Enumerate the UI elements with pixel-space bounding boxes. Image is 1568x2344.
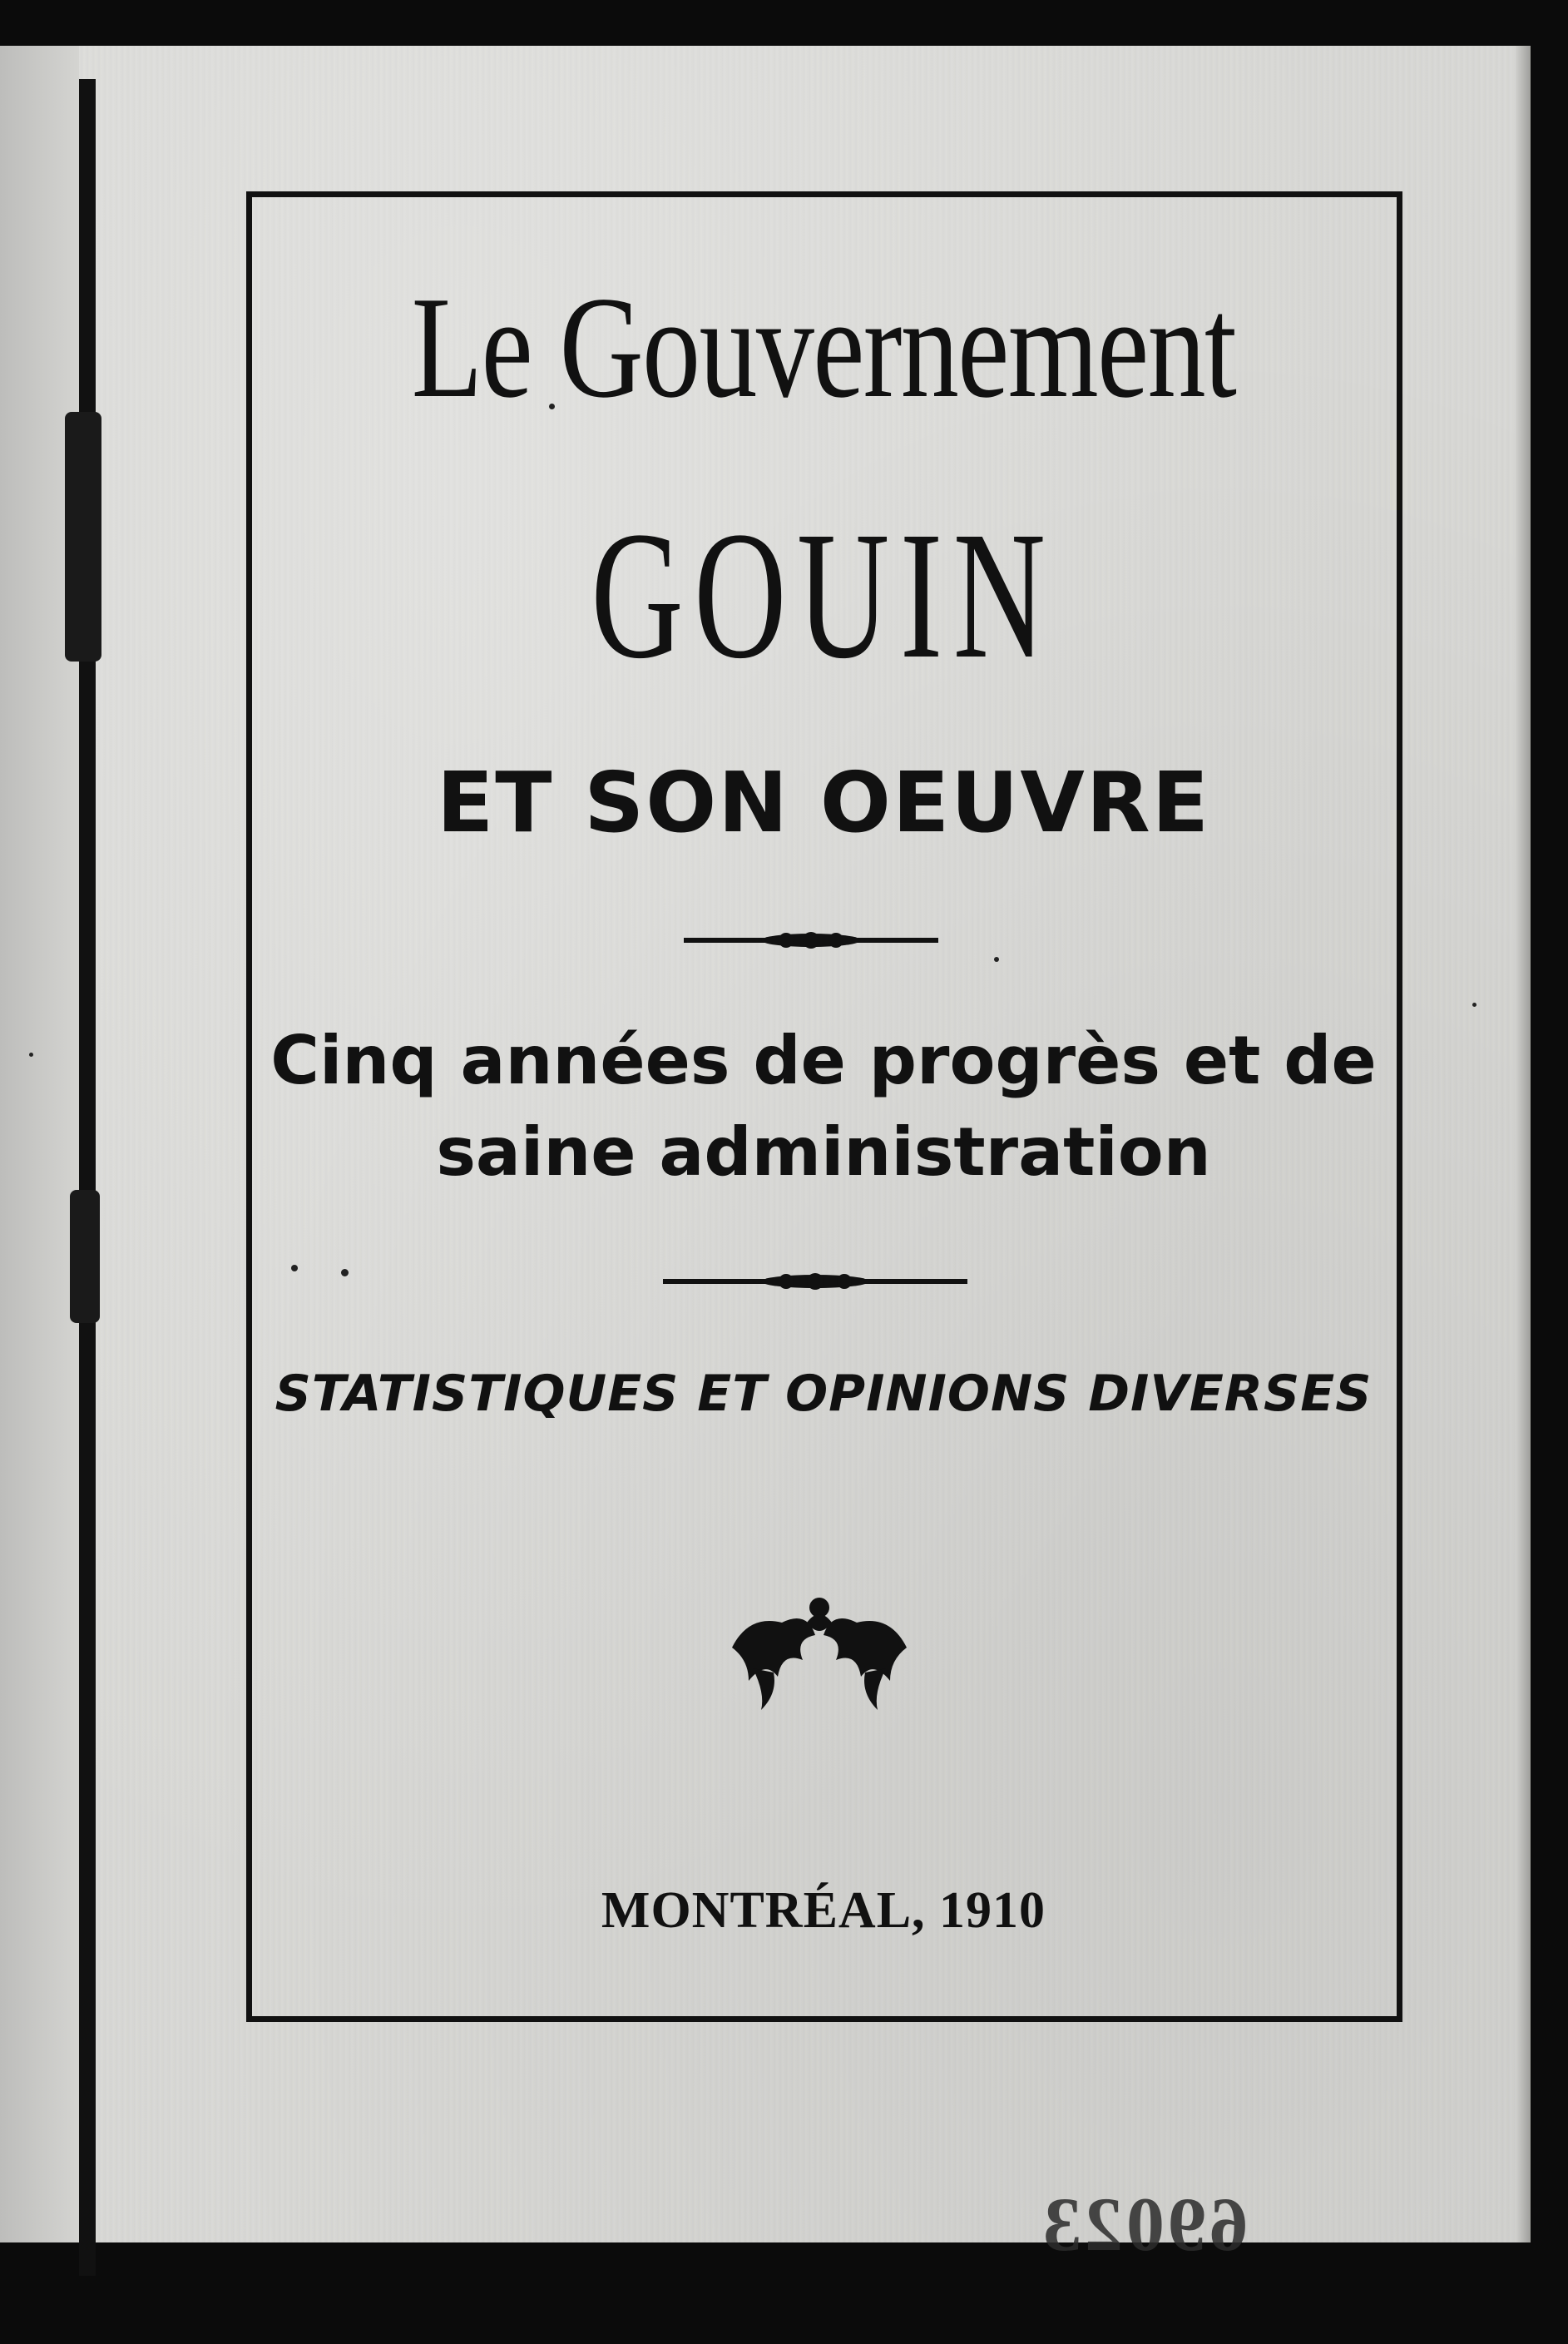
leaf-fleuron-icon — [715, 1589, 923, 1714]
decorative-rule-icon — [682, 924, 940, 957]
subtitle-line-1: Cinq années de progrès et de — [270, 1022, 1377, 1099]
title-line-1: Le Gouvernement — [411, 266, 1236, 428]
title-line-3: ET SON OEUVRE — [436, 754, 1211, 851]
imprint-place-date: MONTRÉAL, 1910 — [601, 1882, 1046, 1939]
section-heading: STATISTIQUES ET OPINIONS DIVERSES — [275, 1365, 1373, 1423]
decorative-rule-icon — [661, 1265, 969, 1298]
title-name: GOUIN — [591, 493, 1056, 696]
binding-line — [79, 79, 96, 2276]
binding-clip — [70, 1190, 100, 1323]
subtitle-line-2: saine administration — [436, 1113, 1211, 1191]
film-stamp: 69023 — [1040, 2182, 1248, 2267]
cover-border — [246, 191, 1402, 2022]
spine-shadow — [0, 46, 79, 2242]
page-edge — [1516, 46, 1531, 2242]
binding-clip — [65, 412, 101, 662]
